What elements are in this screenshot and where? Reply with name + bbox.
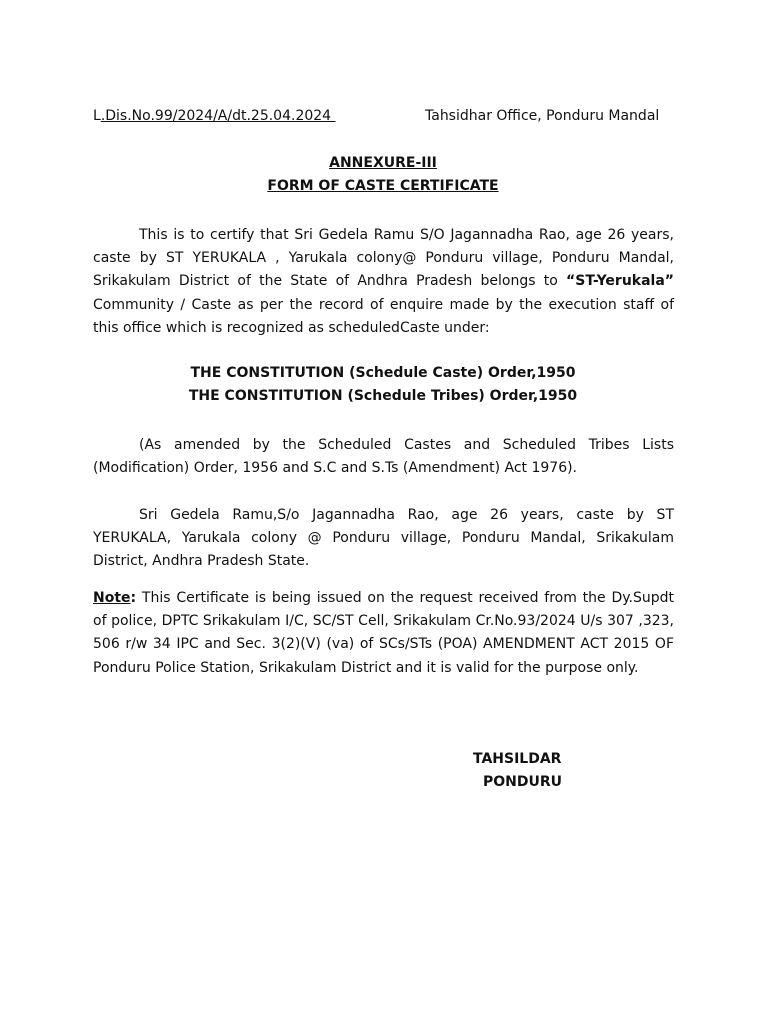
constitution-order-tribes: THE CONSTITUTION (Schedule Tribes) Order,1950 [188, 388, 578, 404]
reference-number-prefix: L [93, 108, 101, 124]
reference-number [93, 108, 336, 124]
form-title: FORM OF CASTE CERTIFICATE [267, 178, 499, 194]
certification-text-before: This is to certify that Sri Gedela Ramu S/O Jagannadha Rao, age 26 years, caste by ST YERUKALA , Yarukala colony@ Ponduru village, Ponduru Mandal, Srikakulam District of the State of Andhra Pradesh belongs to [93, 227, 674, 290]
certification-text-after: Community / Caste as per the record of enquire made by the execution staff of this office which is recognized as scheduledCaste under: [93, 296, 674, 336]
signature-place: PONDURU [483, 774, 563, 790]
issuing-office: Tahsidhar Office, Ponduru Mandal [425, 108, 660, 124]
signature-designation: TAHSILDAR [473, 751, 562, 767]
subject-details-paragraph: Sri Gedela Ramu,S/o Jagannadha Rao, age 26 years, caste by ST YERUKALA, Yarukala colony @ Ponduru village, Ponduru Mandal, Srikakulam District, Andhra Pradesh State. [93, 507, 674, 570]
note-colon: : [130, 590, 137, 606]
certification-paragraph [93, 224, 674, 340]
constitution-order-caste: THE CONSTITUTION (Schedule Caste) Order,1950 [190, 365, 576, 381]
note-paragraph [93, 587, 674, 680]
community-name: “ST-Yerukala” [566, 273, 674, 290]
reference-number-body: .Dis.No.99/2024/A/dt.25.04.2024 [100, 108, 336, 124]
amendment-paragraph: (As amended by the Scheduled Castes and Scheduled Tribes Lists (Modification) Order, 1956 and S.C and S.Ts (Amendment) Act 1976). [93, 437, 674, 477]
document-header [93, 108, 673, 128]
note-text: This Certificate is being issued on the request received from the Dy.Supdt of police, DPTC Srikakulam I/C, SC/ST Cell, Srikakulam Cr.No.93/2024 U/s 307 ,323, 506 r/w 34 IPC and Sec. 3(2)(V) (va) of SCs/STs (POA) AMENDMENT ACT 2015 OF Ponduru Police Station, Srikakulam District and it is valid for the purpose only. [93, 590, 674, 676]
annexure-title: ANNEXURE-III [329, 155, 437, 171]
note-label: Note [93, 590, 131, 606]
